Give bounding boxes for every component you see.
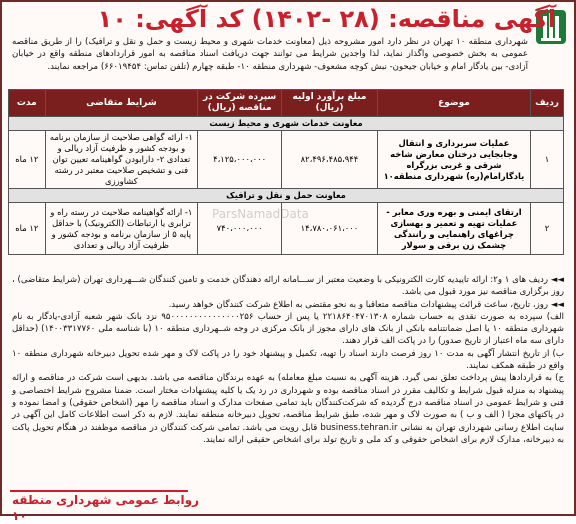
paragraph-5: ج) به قراردادها پیش پرداخت تعلق نمی گیرد. هزینه آگهی به نسبت مبلغ معامله) به عهده برندگان مناقصه می باشد. بدیهی است شرکت در مناقصه و ارائه پیشنهاد به منزله قبول شرایط و تکالیف مقرر در اسناد مناقصه بوده و شهرداری در رد یک یا کلیه پیشنهادات مختار است. ضمنا مشروح شرایط اختصاصی و فنی و شرایط عمومی در اسناد مناقصه درج گردیده که شرکت‌کنندگان باید تمامی صفحات مدارک و اسناد مناقصه را مهر (اشخاص حقوقی) و امضا نموده و در پاکتهای مجزا ( الف و ب ) به صورت لاک و مهر شده، طبق شرایط مناقصه، تحویل دبیرخانه منطقه نمایند. لازم به ذکر است اطلاعات کامل این آگهی در سایت اطلاع رسانی شهرداری تهران به نشانی business.tehran.ir قابل رویت می باشد. تمامی شرکت کنندگان در مناقصه موظفند در هنگام تحویل پاکت به دبیرخانه، مدارک لازم برای اشخاص حقوقی و کد ملی و تاریخ تولد برای اشخاص حقیقی ارائه نمایند. xyxy=(12,373,564,445)
section-row xyxy=(9,117,564,131)
paragraph-4: ب) از تاریخ انتشار آگهی به مدت ۱۰ روز فرصت دارند اسناد را تهیه، تکمیل و پیشنهاد خود را در پاکت لاک و مهر شده تحویل دبیرخانه شهرداری منطقه ۱۰ واقع در طبقه همکف نمایند. xyxy=(12,348,564,372)
table-header-row xyxy=(9,90,564,117)
footer-signature: روابط عمومی شهرداری منطقه ۱۰ xyxy=(12,493,200,523)
section-services: معاونت خدمات شهری و محیط زیست xyxy=(9,117,564,131)
col-subject: موضوع xyxy=(377,90,530,117)
header xyxy=(2,2,574,36)
tender-table xyxy=(8,89,564,255)
paragraph-conditions xyxy=(12,274,564,446)
row-subject: ارتقای ایمنی و بهره وری معابر - عملیات تهیه و تعمیر و بهسازی چراغهای راهنمایی و رانندگی چشمک زن برقی و سولار xyxy=(377,203,530,255)
paragraph-2: ◄◄ روز، تاریخ، ساعت قرائت پیشنهادات مناقصه متعاقبا و به نحو مقتضی به اطلاع شرکت کنندگان خواهد رسید. xyxy=(168,299,564,310)
row-estimate: ۱۴،۷۸۰،۰۶۱،۰۰۰ xyxy=(282,203,378,255)
row-deposit: ۷۴۰،۰۰۰،۰۰۰ xyxy=(198,203,282,255)
row-number: ۱ xyxy=(531,131,564,189)
paragraph-3: الف) سپرده به صورت نقدی به حساب شماره ۲۲۱۸۶۴۰۴۷۰۱۳۰۸ یا پس از حساب ۹۵۰۰۰۰۰۰۰۰۰۰۰۰۰۰۰۲۵۶ نزد بانک شهر شعبه آزادی-یادگار به نام شهرداری منطقه ۱۰ یا اصل ضمانتنامه بانکی از بانک های دارای مجوز از بانک مرکزی در وجه شــهرداری منطقه ۱۰ (با شناسه ملی ۱۴۰۰۳۳۱۷۷۶۰) (حداقل دارای سه ماه اعتبار از تاریخ صدور) را در پاکت الف قرار دهند. xyxy=(12,311,564,347)
row-number: ۲ xyxy=(531,203,564,255)
page-title: آگهی مناقصه: (۲۸ -۱۴۰۲) کد آگهی: ۱۰ xyxy=(97,5,556,33)
table-row xyxy=(9,131,564,189)
col-estimate: مبلغ برآورد اولیه (ریال) xyxy=(282,90,378,117)
row-deposit: ۴،۱۲۵،۰۰۰،۰۰۰ xyxy=(198,131,282,189)
row-conditions: ۱- ارائه گواهی صلاحیت از سازمان برنامه و بودجه کشور و ظرفیت آزاد ریالی و تعدادی ۲- دارابودن گواهینامه تعیین توان فنی و تشخیص صلاحیت معتبر در رشته کشاورزی xyxy=(45,131,198,189)
col-row: ردیف xyxy=(531,90,564,117)
row-subject: عملیات سربرداری و انتقال وجابجایی درختان معارض شاخه شرقی و غربی بزرگراه یادگارامام(ره) شهرداری منطقه۱۰ xyxy=(377,131,530,189)
watermark: ParsNamadData xyxy=(212,207,309,221)
intro-text: شهرداری منطقه ۱۰ تهران در نظر دارد امور مشروحه ذیل (معاونت خدمات شهری و محیط زیست و حمل و نقل و ترافیک) را از طریق مناقصه عمومی به بخش خصوصی واگذار نماید، لذا واجدین شرایط می توانند جهت دریافت اسناد مناقصه به امور قراردادهای منطقه واقع در خیابان آزادی- بین یادگار امام و خیابان جیحون- نبش کوچه مشعوف- شهرداری منطقه ۱۰- طبقه چهارم (تلفن تماس: ۶۶۰۱۹۴۵۴) مراجعه نمایند. xyxy=(12,37,528,72)
row-conditions: ۱- ارائه گواهینامه صلاحیت در رسته راه و ترابری یا ارتباطات (الکترونیک) با حداقل پایه ۵ از سازمان برنامه و بودجه کشور و ظرفیت آزاد ریالی و تعدادی xyxy=(45,203,198,255)
section-row xyxy=(9,189,564,203)
paragraph-1: ◄◄ ردیف های ۱ و۲: ارائه تاییدیه کارت الکترونیکی با وضعیت معتبر از ســـامانه ارائه دهندگان خدمت و تامین کنندگان شـــهرداری تهران (شرایط متقاضی) ، روز برگزاری مناقصه نیز مورد قبول می باشد. xyxy=(12,275,564,298)
row-duration: ۱۲ ماه xyxy=(9,131,46,189)
col-duration: مدت xyxy=(9,90,46,117)
row-duration: ۱۲ ماه xyxy=(9,203,46,255)
col-deposit: سپرده شرکت در مناقصه (ریال) xyxy=(198,90,282,117)
col-conditions: شرایط متقاضی xyxy=(45,90,198,117)
section-traffic: معاونت حمل و نقل و ترافیک xyxy=(9,189,564,203)
row-estimate: ۸۲،۴۹۶،۴۸۵،۹۴۴ xyxy=(282,131,378,189)
